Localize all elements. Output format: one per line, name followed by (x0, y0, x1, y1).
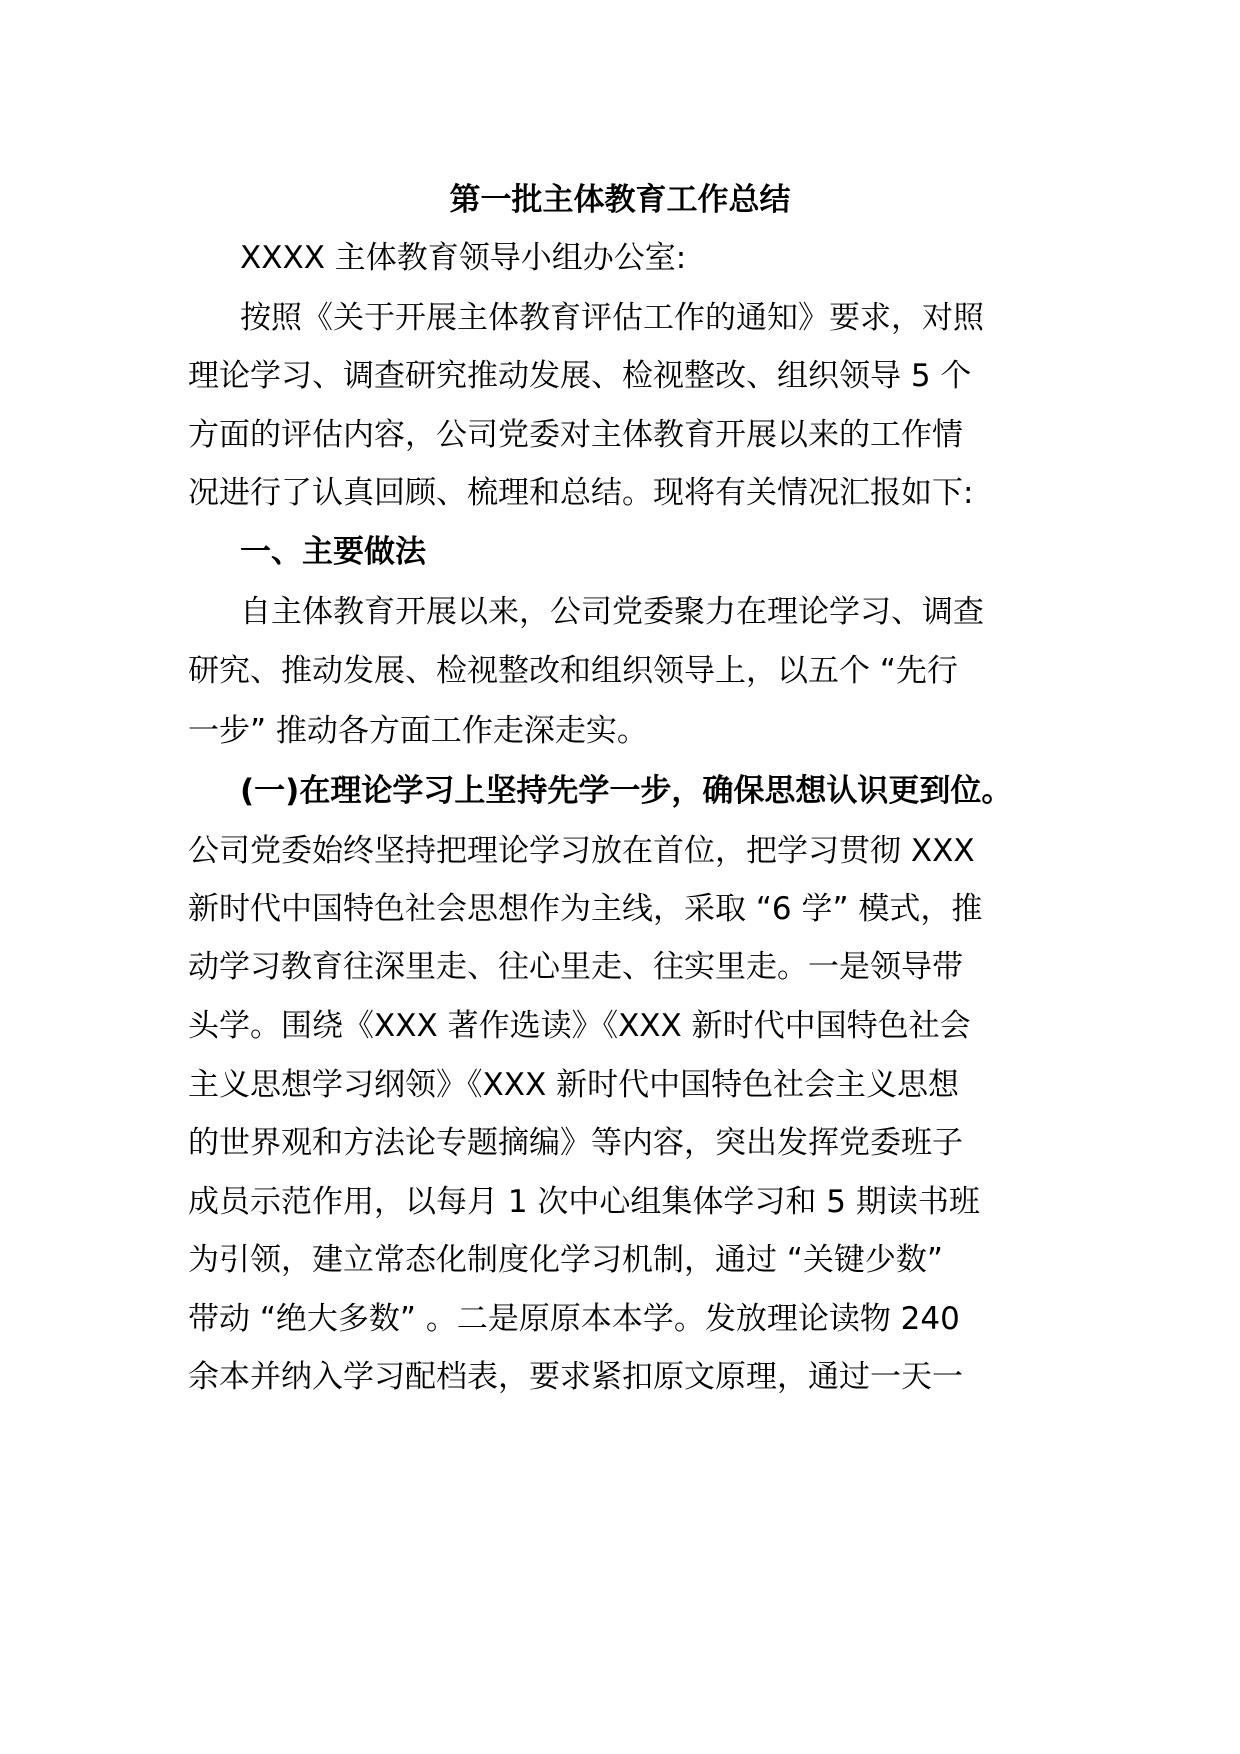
intro-line: 方面的评估内容，公司党委对主体教育开展以来的工作情 (188, 417, 963, 453)
body-line: 主义思想学习纲领》《XXX 新时代中国特色社会主义思想 (188, 1067, 960, 1103)
intro-line: 理论学习、调查研究推动发展、检视整改、组织领导 5 个 (188, 358, 972, 394)
intro-line: 按照《关于开展主体教育评估工作的通知》要求，对照 (240, 300, 984, 336)
body-line: 的世界观和方法论专题摘编》等内容，突出发挥党委班子 (188, 1125, 963, 1161)
body-line: 新时代中国特色社会思想作为主线，采取 “6 学” 模式，推 (188, 891, 983, 927)
body-line: 动学习教育往深里走、往心里走、往实里走。一是领导带 (188, 949, 963, 985)
body-line: 带动 “绝大多数” 。二是原原本本学。发放理论读物 240 (188, 1301, 960, 1337)
body-line: 余本并纳入学习配档表，要求紧扣原文原理，通过一天一 (188, 1359, 963, 1395)
body-line: 头学。围绕《XXX 著作选读》《XXX 新时代中国特色社会 (188, 1008, 971, 1044)
section-intro-line: 自主体教育开展以来，公司党委聚力在理论学习、调查 (240, 594, 984, 630)
intro-line: 况进行了认真回顾、梳理和总结。现将有关情况汇报如下: (188, 475, 974, 511)
body-line: 成员示范作用，以每月 1 次中心组集体学习和 5 期读书班 (188, 1184, 980, 1220)
subheading: (一)在理论学习上坚持先学一步，确保思想认识更到位。 (240, 773, 1013, 809)
document-title: 第一批主体教育工作总结 (449, 182, 791, 218)
section-heading: 一、主要做法 (240, 534, 426, 570)
body-line: 为引领，建立常态化制度化学习机制，通过 “关键少数” (188, 1242, 943, 1278)
section-intro-line: 研究、推动发展、检视整改和组织领导上，以五个 “先行 (188, 653, 958, 689)
body-line: 公司党委始终坚持把理论学习放在首位，把学习贯彻 XXX (188, 833, 975, 869)
addressee: XXXX 主体教育领导小组办公室: (240, 240, 687, 276)
section-intro-line: 一步” 推动各方面工作走深走实。 (188, 713, 648, 749)
